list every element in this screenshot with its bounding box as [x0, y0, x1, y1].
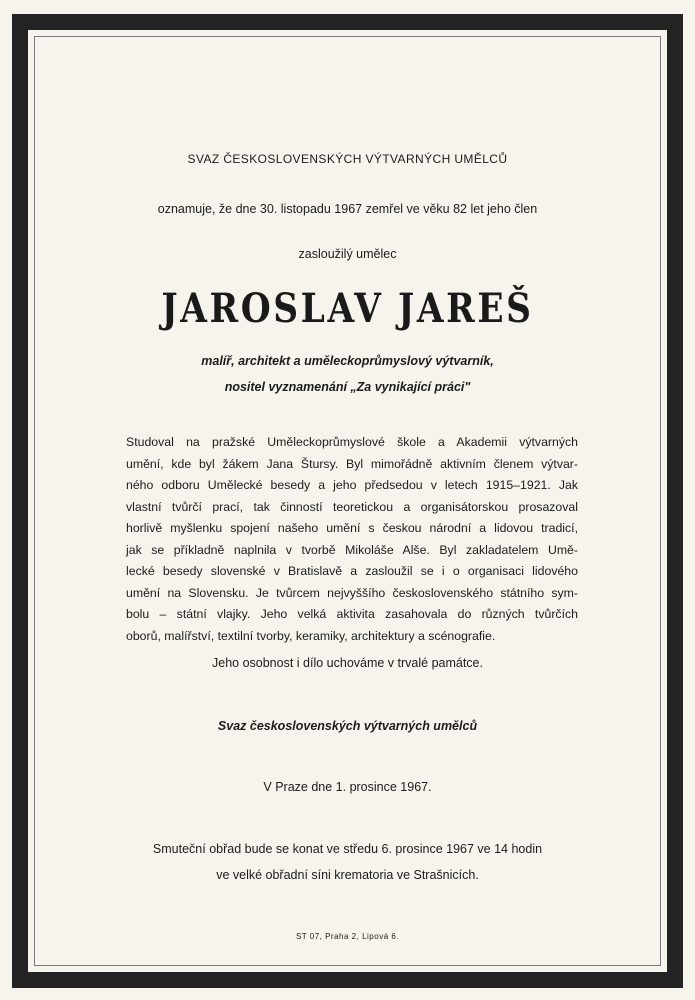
- bio-line: horlivě myšlenku spojení našeho umění s českou národní a lidovou tradicí,: [126, 521, 578, 535]
- bio-line: Studoval na pražské Uměleckoprůmyslové škole a Akademii výtvarných: [126, 435, 578, 449]
- bio-line: jak se příkladně naplnila v tvorbě Mikoláše Alše. Byl zakladatelem Umě-: [126, 542, 578, 557]
- bio-line: oborů, malířství, textilní tvorby, keramiky, architektury a scénografie.: [126, 628, 496, 643]
- deceased-name: JAROSLAV JAREŠ: [161, 285, 534, 332]
- ceremony-info-line-1: Smuteční obřad bude se konat ve středu 6. prosince 1967 ve 14 hodin: [152, 842, 543, 856]
- bio-line: umění na Slovensku. Je tvůrcem nejvyššího československého státního sym-: [126, 585, 578, 600]
- ceremony-info-line-2: ve velké obřadní síni krematoria ve Strašnicích.: [216, 868, 479, 882]
- honorific-title: zasloužilý umělec: [298, 247, 397, 261]
- organization-heading: SVAZ ČESKOSLOVENSKÝCH VÝTVARNÝCH UMĚLCŮ: [187, 152, 508, 166]
- printer-imprint: ST 07, Praha 2, Lipová 6.: [295, 932, 400, 941]
- deceased-award: nositel vyznamenání „Za vynikající práci": [224, 380, 471, 394]
- death-announcement: oznamuje, že dne 30. listopadu 1967 zemřel ve věku 82 let jeho člen: [157, 202, 538, 216]
- bio-line: vlastní tvůrčí prací, tak činností teoretickou a organisátorskou prosazoval: [126, 499, 578, 514]
- remembrance-line: Jeho osobnost i dílo uchováme v trvalé památce.: [212, 656, 483, 670]
- signature-line: Svaz československých výtvarných umělců: [217, 719, 478, 733]
- notice-content: [40, 40, 655, 960]
- bio-line: bolu – státní vlajky. Jeho velká aktivita zasahovala do různých tvůrčích: [126, 607, 578, 621]
- bio-line: umění, kde byl žákem Jana Štursy. Byl mimořádně aktivním členem výtvar-: [126, 456, 578, 471]
- place-and-date: V Praze dne 1. prosince 1967.: [263, 780, 432, 794]
- biography-paragraph: [126, 432, 578, 647]
- deceased-profession: malíř, architekt a uměleckoprůmyslový výtvarník,: [201, 354, 494, 368]
- bio-line: lecké besedy slovenské v Bratislavě a zasloužil se i o organisaci lidového: [126, 564, 578, 578]
- bio-line: ného odboru Umělecké besedy a jeho předsedou v letech 1915–1921. Jak: [126, 478, 578, 492]
